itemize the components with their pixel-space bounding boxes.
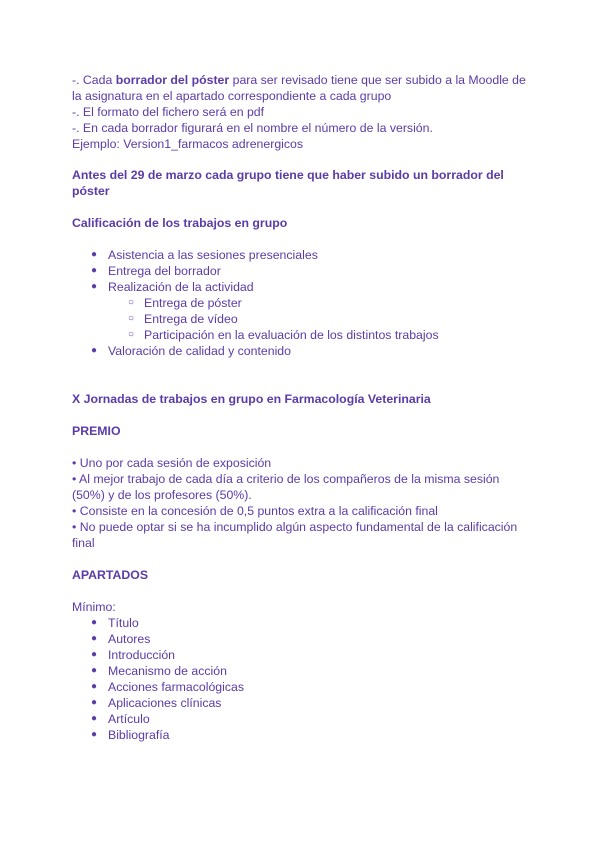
list-item: ● Asistencia a las sesiones presenciales <box>91 248 318 262</box>
bullet-icon: ● <box>91 681 98 692</box>
sub-list-item: ○ Entrega de póster <box>128 296 242 310</box>
bullet-icon: ● <box>91 633 98 644</box>
bullet-icon: ● <box>91 649 98 660</box>
bullet-icon: ● <box>91 265 98 276</box>
premio-line-2: • Al mejor trabajo de cada día a criterio de los compañeros de la misma sesión <box>72 472 500 486</box>
intro-bold-text: borrador del póster <box>115 73 230 87</box>
sub-list-item: ○ Participación en la evaluación de los distintos trabajos <box>128 328 439 342</box>
deadline-heading: Antes del 29 de marzo cada grupo tiene que haber subido un borrador del póster <box>72 168 504 198</box>
list-item: ● Aplicaciones clínicas <box>91 696 222 710</box>
bullet-icon: ● <box>91 665 98 676</box>
premio-line-4: • Consiste en la concesión de 0,5 puntos extra a la calificación final <box>72 504 438 518</box>
intro-block <box>72 72 532 152</box>
intro-line-3: -. El formato del fichero será en pdf <box>72 105 265 119</box>
list-item: ● Entrega del borrador <box>91 264 221 278</box>
bullet-icon: ● <box>91 345 98 356</box>
list-item: ● Bibliografía <box>91 728 170 742</box>
bullet-icon: ● <box>91 729 98 740</box>
grading-list <box>72 247 532 359</box>
premio-line-6: final <box>72 536 95 550</box>
grading-title: Calificación de los trabajos en grupo <box>72 216 288 230</box>
bullet-icon: ● <box>91 249 98 260</box>
bullet-icon: ● <box>91 697 98 708</box>
intro-line-4: -. En cada borrador figurará en el nombre el número de la versión. <box>72 121 433 135</box>
list-item: ● Valoración de calidad y contenido <box>91 344 291 358</box>
list-item: ● Mecanismo de acción <box>91 664 227 678</box>
bullet-icon: ● <box>91 281 98 292</box>
list-item: ● Realización de la actividad <box>91 280 254 294</box>
minimo-label: Mínimo: <box>72 600 116 614</box>
jornadas-title: X Jornadas de trabajos en grupo en Farmacología Veterinaria <box>72 392 431 406</box>
premio-title: PREMIO <box>72 424 121 438</box>
apartados-title: APARTADOS <box>72 568 149 582</box>
bullet-icon: ● <box>91 713 98 724</box>
list-item: ● Introducción <box>91 648 175 662</box>
premio-line-1: • Uno por cada sesión de exposición <box>72 456 272 470</box>
intro-line-2: la asignatura en el apartado correspondiente a cada grupo <box>72 89 392 103</box>
circle-bullet-icon: ○ <box>128 297 135 308</box>
bullet-icon: ● <box>91 617 98 628</box>
list-item: ● Acciones farmacológicas <box>91 680 245 694</box>
list-item: ● Autores <box>91 632 151 646</box>
intro-line-1: -. Cada borrador del póster para ser revisado tiene que ser subido a la Moodle de <box>72 73 526 87</box>
premio-line-5: • No puede optar si se ha incumplido algún aspecto fundamental de la calificación <box>72 520 518 534</box>
premio-line-3: (50%) y de los profesores (50%). <box>72 488 252 502</box>
circle-bullet-icon: ○ <box>128 313 135 324</box>
intro-line-5: Ejemplo: Version1_farmacos adrenergicos <box>72 137 304 151</box>
circle-bullet-icon: ○ <box>128 329 135 340</box>
list-item: ● Artículo <box>91 712 150 726</box>
sub-list-item: ○ Entrega de vídeo <box>128 312 238 326</box>
apartados-list <box>72 615 532 743</box>
premio-block <box>72 455 532 551</box>
list-item: ● Título <box>91 616 139 630</box>
